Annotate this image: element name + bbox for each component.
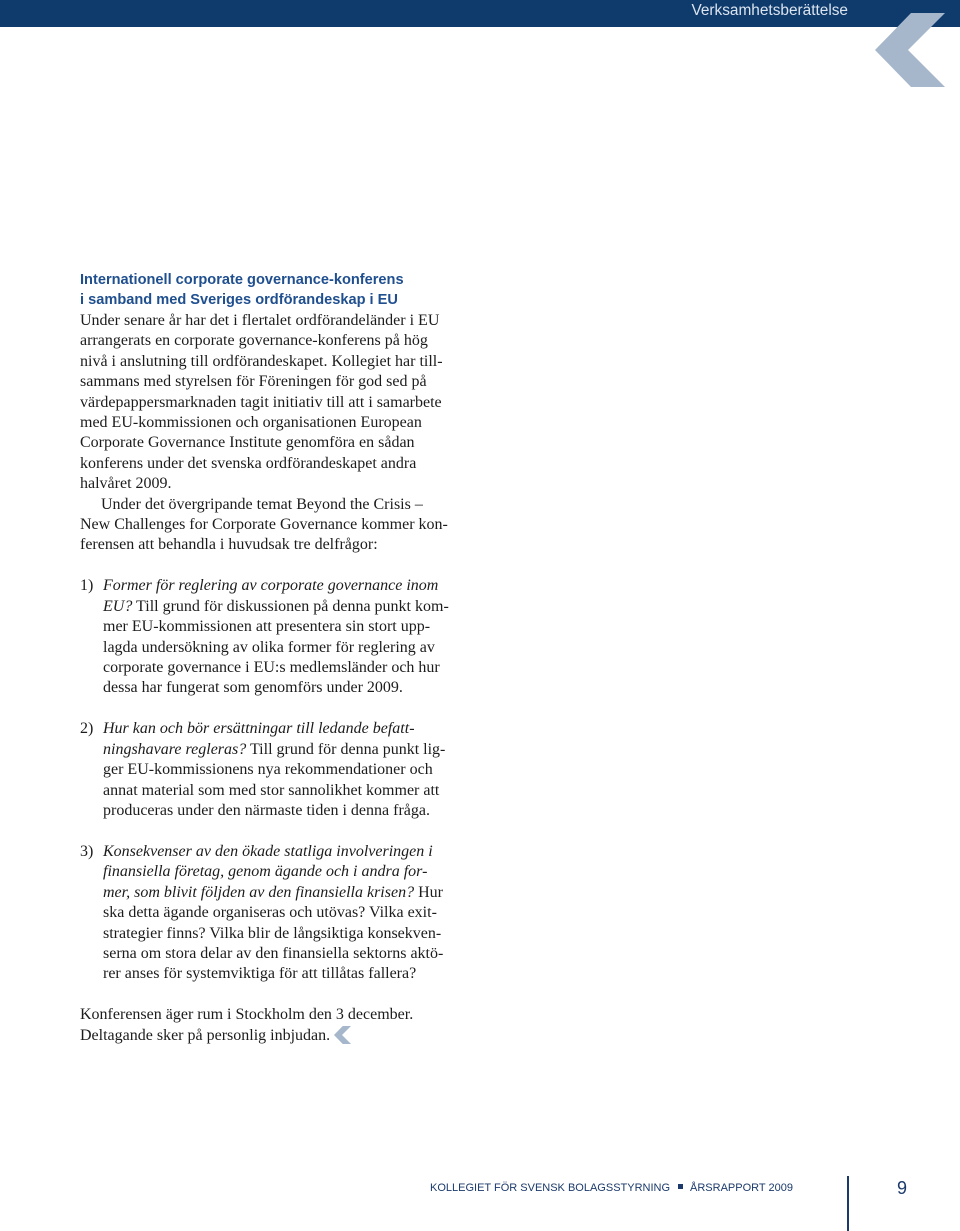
question-text-italic: mer, som blivit följden av den finansiella krisen?: [103, 883, 415, 901]
question-body: [103, 719, 620, 821]
article-heading-line-2: i samband med Sveriges ordförandeskap i EU: [80, 292, 398, 309]
question-text: strategier finns? Vilka blir de långsiktiga konsekven-: [103, 924, 442, 942]
paragraph-line: arrangerats en corporate governance-konferens på hög: [80, 332, 428, 350]
question-line: [103, 964, 620, 984]
paragraph-line: Konferensen äger rum i Stockholm den 3 december.: [80, 1006, 414, 1024]
footer-publication-line: [430, 1180, 793, 1196]
paragraph-line: Under det övergripande temat Beyond the Crisis –: [101, 495, 423, 513]
question-line: [103, 883, 620, 903]
paragraph-line: Corporate Governance Institute genomföra en sådan: [80, 434, 415, 452]
question-text: lagda undersökning av olika former för reglering av: [103, 638, 435, 656]
paragraph-line-last: [80, 1026, 620, 1046]
top-bar: [0, 0, 960, 27]
paragraph-gap: [80, 556, 620, 576]
question-text: ger EU-kommissionens nya rekommendationer och: [103, 761, 433, 779]
question-text: produceras under den närmaste tiden i denna fråga.: [103, 801, 430, 819]
question-line: [103, 678, 620, 698]
question-line: [103, 944, 620, 964]
question-line: [103, 638, 620, 658]
footer-publication: ÅRSRAPPORT 2009: [690, 1182, 793, 1194]
paragraph-line: konferens under det svenska ordförandeskapet andra: [80, 454, 417, 472]
paragraph-gap: [80, 821, 620, 841]
chevron-left-icon: [333, 1026, 352, 1044]
question-number: 2): [80, 720, 94, 738]
question-text-italic: ningshavare regleras?: [103, 740, 247, 758]
question-text: Till grund för diskussionen på denna punkt kom-: [132, 597, 449, 615]
paragraph-line: Under senare år har det i flertalet ordförandeländer i EU: [80, 311, 440, 329]
question-line: [103, 781, 620, 801]
footer-divider: [847, 1176, 849, 1231]
section-title: Verksamhetsberättelse: [691, 2, 848, 19]
article-heading-line-1: Internationell corporate governance-konferens: [80, 272, 404, 288]
question-line: [103, 617, 620, 637]
paragraph-line: nivå i anslutning till ordförandeskapet. Kollegiet har till-: [80, 352, 443, 370]
question-line: [103, 801, 620, 821]
paragraph-line: New Challenges for Corporate Governance kommer kon-: [80, 516, 448, 534]
question-line: [103, 903, 620, 923]
question-body: [103, 576, 620, 699]
paragraph-line: ferensen att behandla i huvudsak tre delfrågor:: [80, 536, 378, 554]
question-number: 3): [80, 842, 94, 860]
intro-paragraph: [80, 311, 620, 495]
question-item-3: [80, 842, 620, 985]
square-bullet-icon: [678, 1184, 683, 1189]
chevron-shape: [334, 1026, 351, 1044]
theme-paragraph: [80, 495, 620, 556]
question-text: Hur: [414, 883, 443, 901]
question-line: [103, 740, 620, 760]
question-text: ska detta ägande organiseras och utövas? Vilka exit-: [103, 904, 437, 922]
question-line: [103, 760, 620, 780]
question-text: mer EU-kommissionen att presentera sin stort upp-: [103, 618, 431, 636]
paragraph-line: värdepappersmarknaden tagit initiativ till att i samarbete: [80, 393, 442, 411]
question-body: [103, 842, 620, 985]
question-text-italic: finansiella företag, genom ägande och i andra for-: [103, 863, 428, 881]
question-text-italic: Hur kan och bör ersättningar till ledande befatt-: [103, 720, 415, 738]
question-text: annat material som med stor sannolikhet kommer att: [103, 781, 440, 799]
page-number: 9: [897, 1178, 908, 1198]
paragraph-line: halvåret 2009.: [80, 475, 172, 493]
question-text: corporate governance i EU:s medlemsländer och hur: [103, 659, 440, 677]
footer-organization: KOLLEGIET FÖR SVENSK BOLAGSSTYRNING: [430, 1182, 671, 1194]
question-text: Till grund för denna punkt lig-: [246, 740, 446, 758]
chevron-shape: [875, 13, 945, 87]
question-line: [103, 658, 620, 678]
paragraph-gap: [80, 985, 620, 1005]
question-line: [103, 862, 620, 882]
paragraph-line: med EU-kommissionen och organisationen European: [80, 413, 422, 431]
question-text: dessa har fungerat som genomförs under 2009.: [103, 679, 403, 697]
closing-text: Deltagande sker på personlig inbjudan.: [80, 1026, 331, 1044]
question-text: rer anses för systemviktiga för att tillåtas fallera?: [103, 965, 417, 983]
question-line: [103, 597, 620, 617]
question-text: serna om stora delar av den finansiella sektorns aktö-: [103, 944, 444, 962]
question-number: 1): [80, 577, 94, 595]
question-item-1: [80, 576, 620, 699]
question-line: [103, 924, 620, 944]
paragraph-line: sammans med styrelsen för Föreningen för god sed på: [80, 373, 427, 391]
question-text-italic: Former för reglering av corporate governance inom: [103, 577, 439, 595]
question-text-italic: Konsekvenser av den ökade statliga involveringen i: [103, 842, 433, 860]
chevron-left-icon: [873, 13, 947, 87]
article: [80, 270, 620, 1046]
question-line: [103, 576, 620, 596]
closing-paragraph: [80, 1005, 620, 1046]
question-line: [103, 842, 620, 862]
question-line: [103, 719, 620, 739]
paragraph-gap: [80, 699, 620, 719]
question-item-2: [80, 719, 620, 821]
question-text-italic: EU?: [103, 597, 133, 615]
